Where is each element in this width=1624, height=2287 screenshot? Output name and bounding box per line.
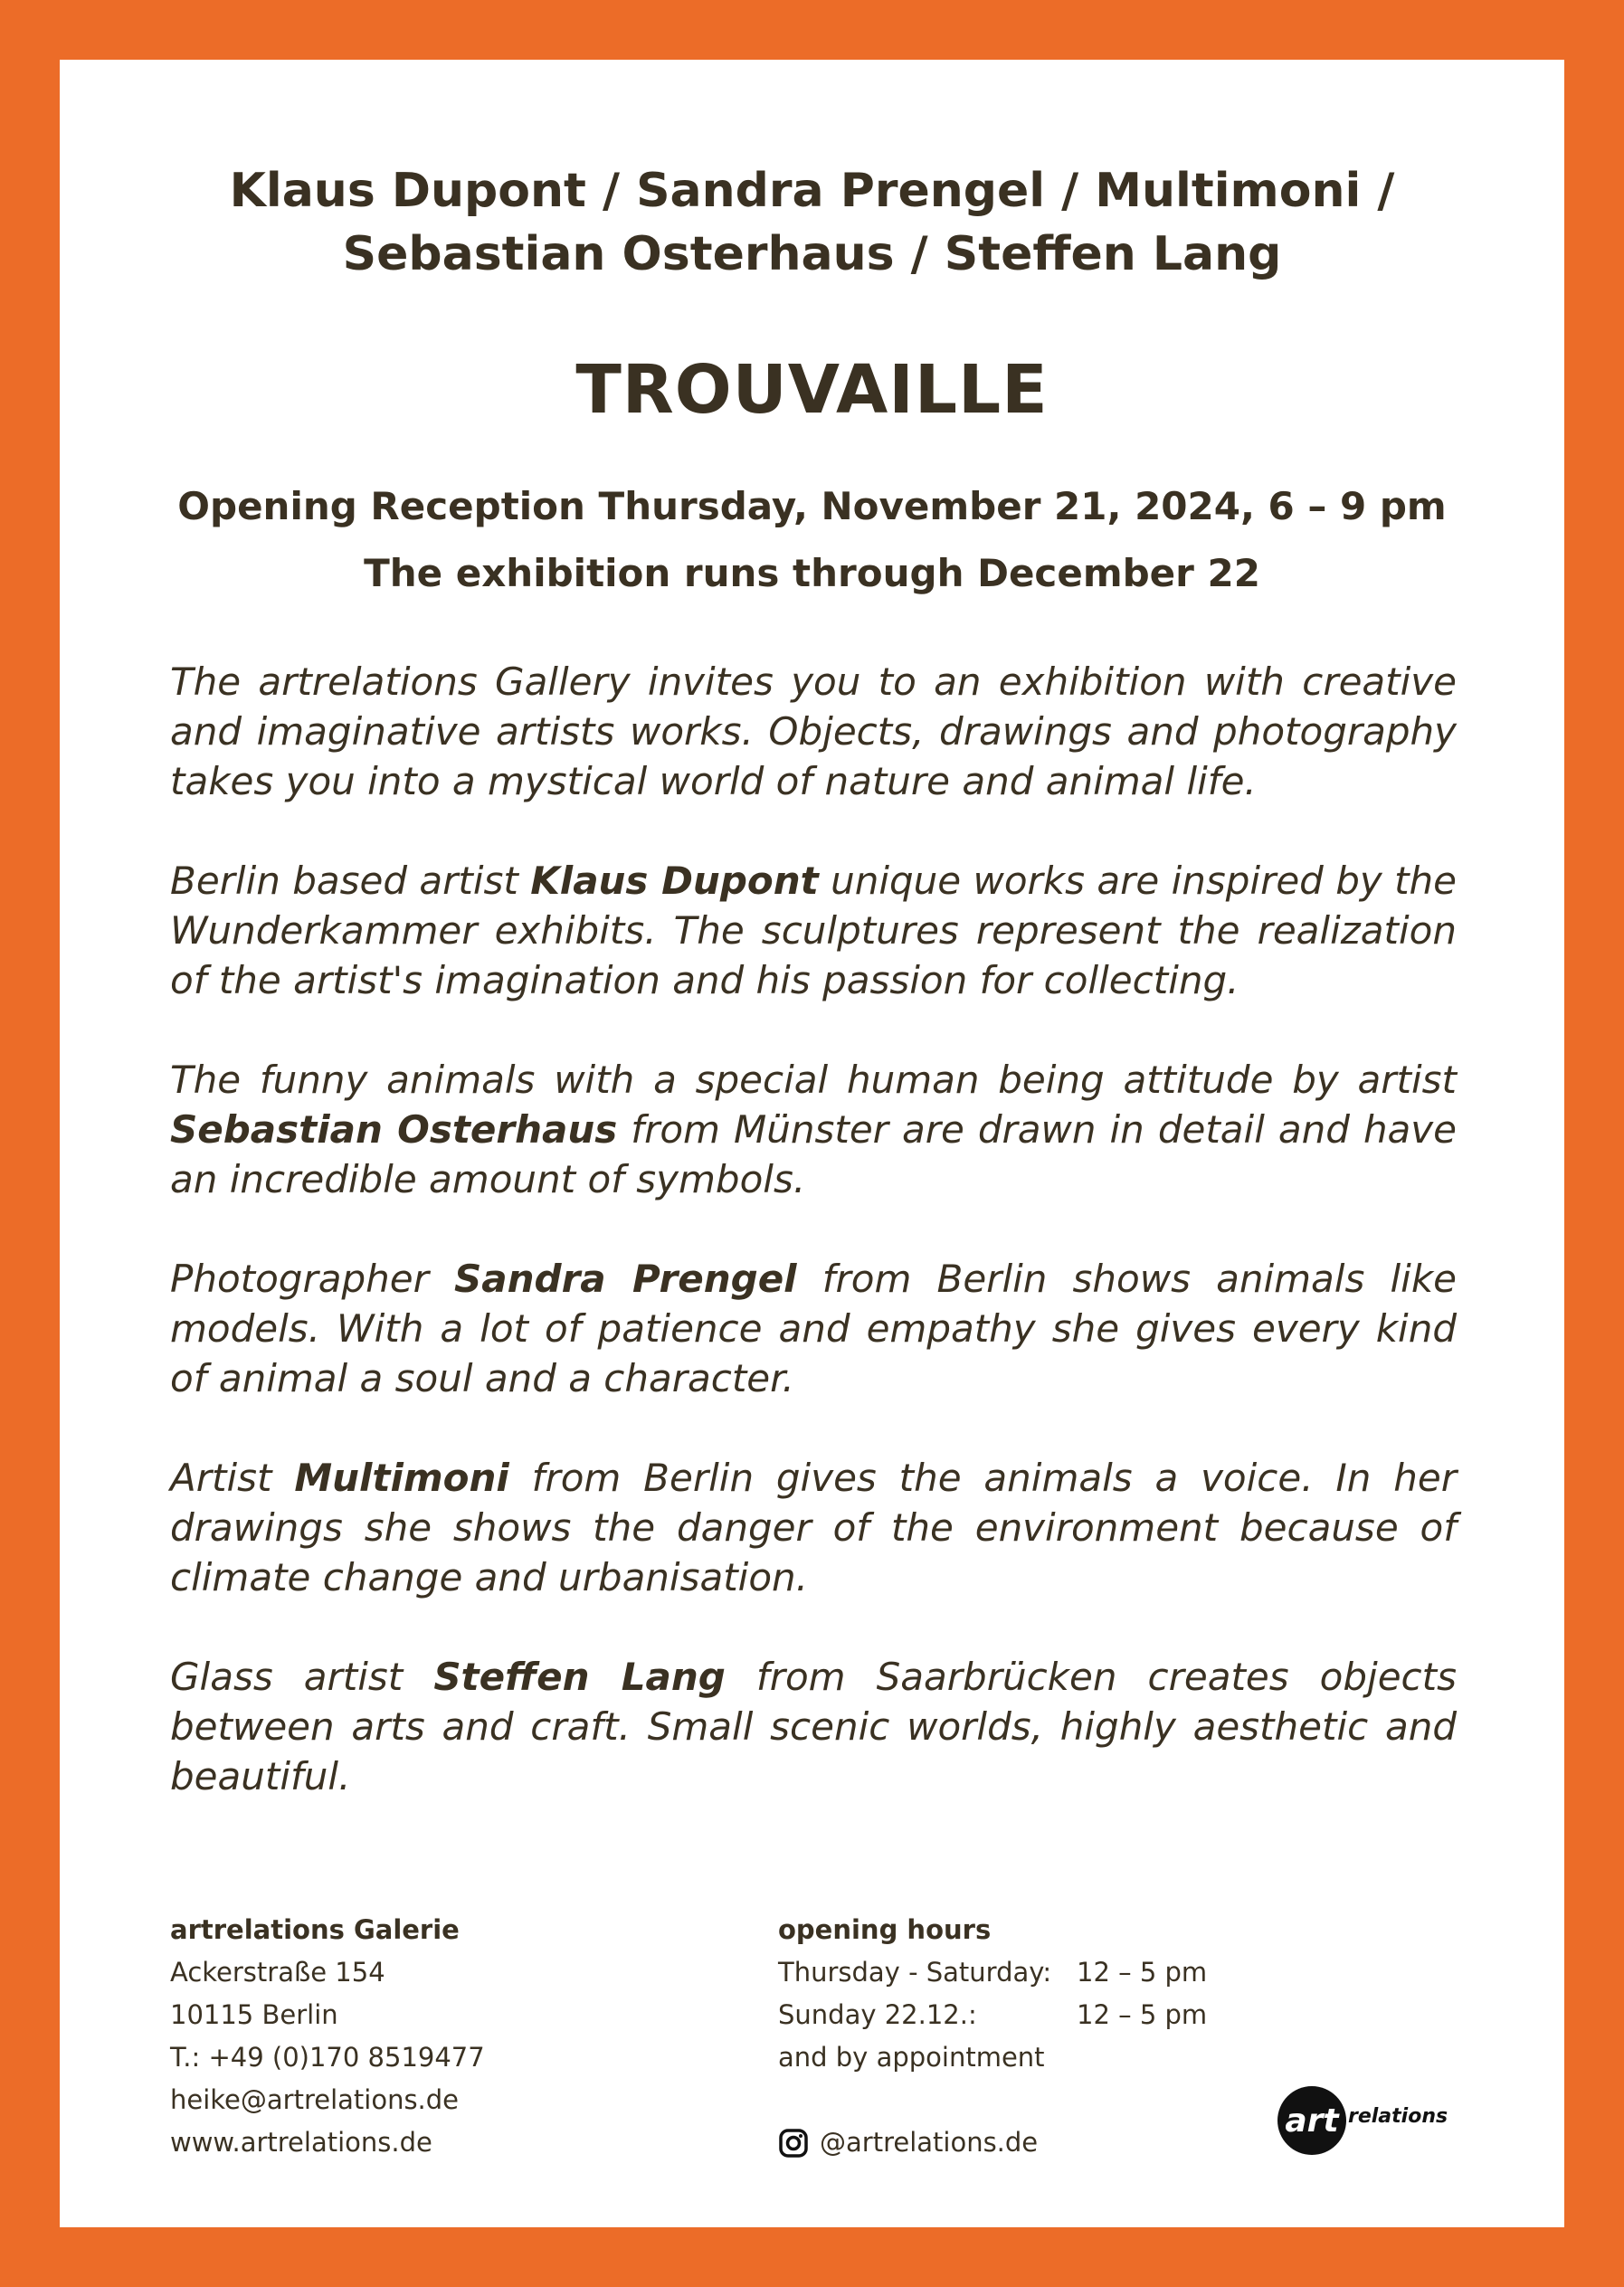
hours-heading: opening hours xyxy=(778,1914,992,1945)
instagram-icon xyxy=(778,2128,809,2159)
artists-heading xyxy=(60,159,1564,286)
artist-name: Steffen Lang xyxy=(433,1655,726,1699)
instagram-link[interactable]: @artrelations.de xyxy=(778,2121,1339,2164)
artist-name: Sandra Prengel xyxy=(454,1257,797,1301)
city: 10115 Berlin xyxy=(170,1999,338,2030)
paragraph: Berlin based artist Klaus Dupont unique works are inspired by the Wunderkammer exhibits. The sculptures represent the realization of the artist's imagination and his passion for collecting. xyxy=(170,859,1458,1002)
description xyxy=(170,657,1457,1851)
paragraph: Glass artist Steffen Lang from Saarbrücken creates objects between arts and craft. Small scenic worlds, highly aesthetic and beautiful. xyxy=(170,1655,1457,1798)
artrelations-logo xyxy=(1277,2086,1448,2155)
gallery-name: artrelations Galerie xyxy=(170,1914,460,1945)
hours-row: Thursday - Saturday: 12 – 5 pm xyxy=(778,1957,1208,1988)
appointment-note: and by appointment xyxy=(778,2042,1045,2073)
website-link[interactable]: www.artrelations.de xyxy=(170,2127,432,2158)
opening-reception: Opening Reception Thursday, November 21, 2024, 6 – 9 pm xyxy=(177,484,1447,528)
logo-mark: art xyxy=(1277,2086,1346,2155)
exhibition-run: The exhibition runs through December 22 xyxy=(364,551,1260,595)
paragraph: The funny animals with a special human being attitude by artist Sebastian Osterhaus from Münster are drawn in detail and have an incredible amount of symbols. xyxy=(170,1058,1457,1201)
paragraph: The artrelations Gallery invites you to an exhibition with creative and imaginative artists works. Objects, drawings and photography takes you into a mystical world of nature and animal life. xyxy=(170,660,1457,803)
logo-text: relations xyxy=(1348,2104,1448,2128)
artists-line-2: Sebastian Osterhaus / Steffen Lang xyxy=(342,227,1282,281)
invitation-sheet xyxy=(60,60,1564,2227)
email-link[interactable]: heike@artrelations.de xyxy=(170,2084,460,2115)
gallery-address xyxy=(170,1909,749,2164)
artist-name: Multimoni xyxy=(294,1456,509,1500)
opening-hours xyxy=(778,1909,1339,2164)
phone: T.: +49 (0)170 8519477 xyxy=(170,2042,485,2073)
paragraph: Artist Multimoni from Berlin gives the animals a voice. In her drawings she shows the danger of the environment because of climate change and urbanisation. xyxy=(170,1456,1458,1599)
paragraph: Photographer Sandra Prengel from Berlin shows animals like models. With a lot of patience and empathy she gives every kind of animal a soul and a character. xyxy=(170,1257,1457,1400)
artists-line-1: Klaus Dupont / Sandra Prengel / Multimoni / xyxy=(229,164,1395,218)
hours-row: Sunday 22.12.: 12 – 5 pm xyxy=(778,1999,1208,2030)
artist-name: Sebastian Osterhaus xyxy=(170,1107,618,1152)
exhibition-title: TROUVAILLE xyxy=(575,351,1049,429)
artist-name: Klaus Dupont xyxy=(530,859,819,903)
street: Ackerstraße 154 xyxy=(170,1957,385,1988)
